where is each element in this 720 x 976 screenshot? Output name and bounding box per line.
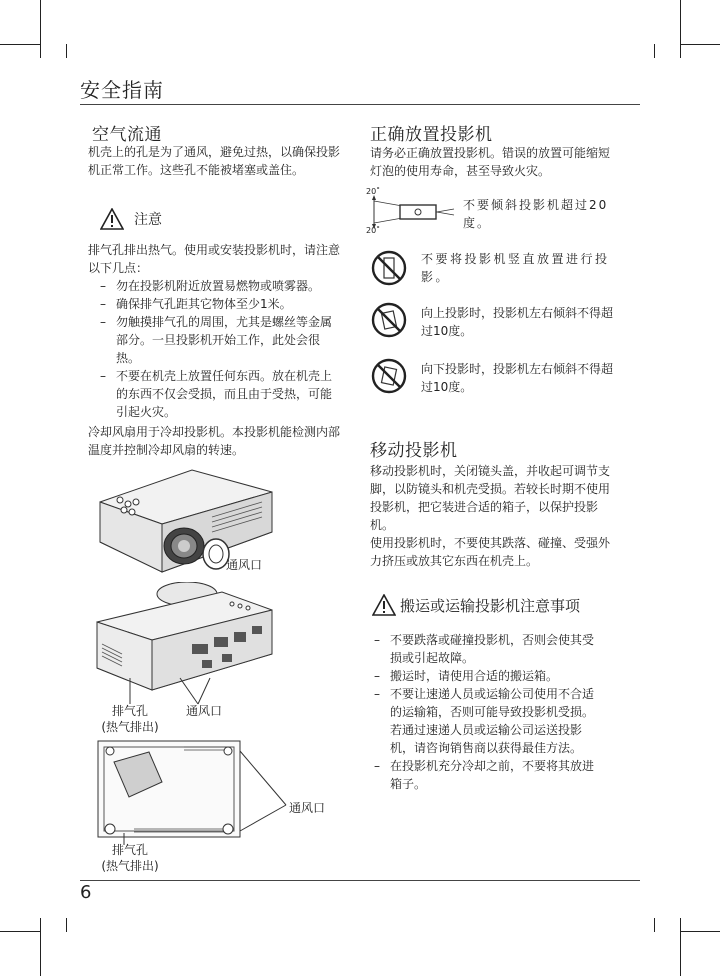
crop-mark	[680, 0, 681, 58]
no-down-tilt-icon	[371, 358, 407, 394]
list-item: – 在投影机充分冷却之前，不要将其放进箱子。	[362, 757, 604, 793]
up-tilt-text: 向上投影时，投影机左右倾斜不得超过10度。	[421, 306, 614, 338]
crop-mark	[680, 931, 720, 932]
list-item: – 勿触摸排气孔的周围，尤其是螺丝等金属部分。一旦投影机开始工作，此处会很热。	[88, 313, 340, 367]
pointer-lines	[110, 676, 220, 706]
footer-rule	[80, 880, 640, 881]
tilt-text: 不要倾斜投影机超过20度。	[463, 198, 609, 230]
exhaust-label-line2: (热气排出)	[101, 859, 159, 873]
caution-label: 注意	[134, 212, 162, 228]
fan-note: 冷却风扇用于冷却投影机。本投影机能检测内部温度并控制冷却风扇的转速。	[88, 425, 341, 457]
transport-heading	[372, 592, 580, 618]
crop-mark	[680, 918, 681, 976]
exhaust-label-line1: 排气孔	[111, 843, 148, 857]
down-tilt-text: 向下投影时，投影机左右倾斜不得超过10度。	[421, 362, 614, 394]
exhaust-label-line2: (热气排出)	[101, 720, 159, 734]
angle-top-label: 20˚	[366, 187, 381, 196]
list-item: – 不要让速递人员或运输公司使用不合适的运输箱，否则可能导致投影机受损。若通过速递人员或运输公司运送投影机，请咨询销售商以获得最佳方法。	[362, 685, 604, 757]
crop-mark	[654, 44, 655, 58]
crop-mark	[0, 44, 40, 45]
intake-label-bottom: 通风口	[289, 801, 326, 815]
transport-list	[362, 631, 604, 793]
crop-mark	[66, 44, 67, 58]
placement-body: 请务必正确放置投影机。错误的放置可能缩短灯泡的使用寿命，甚至导致火灾。	[370, 146, 611, 178]
caution-list	[88, 277, 340, 421]
page-header-title: 安全指南	[80, 78, 164, 102]
intake-label-rear: 通风口	[186, 704, 223, 718]
angle-bottom-label: 20˚	[366, 226, 381, 235]
crop-mark	[0, 931, 40, 932]
warning-icon	[372, 594, 396, 616]
crop-mark	[654, 918, 655, 932]
projector-bottom-illustration	[94, 737, 294, 847]
exhaust-label-bottom	[94, 842, 166, 874]
page-number: 6	[80, 882, 92, 903]
ventilation-title: 空气流通	[92, 125, 162, 145]
list-item: – 搬运时，请使用合适的搬运箱。	[362, 667, 604, 685]
caution-heading	[100, 206, 162, 232]
crop-mark	[66, 918, 67, 932]
exhaust-label-line1: 排气孔	[111, 704, 148, 718]
crop-mark	[40, 0, 41, 58]
crop-mark	[40, 918, 41, 976]
intake-label-front: 通风口	[226, 558, 263, 572]
transport-title: 搬运或运输投影机注意事项	[400, 596, 581, 615]
placement-title: 正确放置投影机	[370, 125, 493, 145]
warning-icon	[100, 208, 124, 230]
no-vertical-icon	[371, 250, 407, 286]
list-item: – 勿在投影机附近放置易燃物或喷雾器。	[88, 277, 340, 295]
moving-body-2: 使用投影机时，不要使其跌落、碰撞、受强外力挤压或放其它东西在机壳上。	[370, 536, 611, 568]
list-item: – 不要在机壳上放置任何东西。放在机壳上的东西不仅会受损，而且由于受热，可能引起火灾。	[88, 367, 340, 421]
list-item: – 确保排气孔距其它物体至少1米。	[88, 295, 340, 313]
exhaust-label-rear	[94, 703, 166, 735]
vertical-text: 不要将投影机竖直放置进行投影。	[421, 252, 610, 284]
no-up-tilt-icon	[371, 302, 407, 338]
header-rule	[80, 104, 640, 105]
moving-body-1: 移动投影机时，关闭镜头盖，并收起可调节支脚，以防镜头和机壳受损。若较长时期不使用投影机，把它装进合适的箱子，以保护投影机。	[370, 464, 611, 532]
moving-title: 移动投影机	[370, 441, 458, 461]
list-item: – 不要跌落或碰撞投影机，否则会使其受损或引起故障。	[362, 631, 604, 667]
ventilation-body: 机壳上的孔是为了通风，避免过热，以确保投影机正常工作。这些孔不能被堵塞或盖住。	[88, 145, 341, 177]
caution-intro: 排气孔排出热气。使用或安装投影机时，请注意以下几点：	[88, 243, 341, 275]
crop-mark	[680, 44, 720, 45]
